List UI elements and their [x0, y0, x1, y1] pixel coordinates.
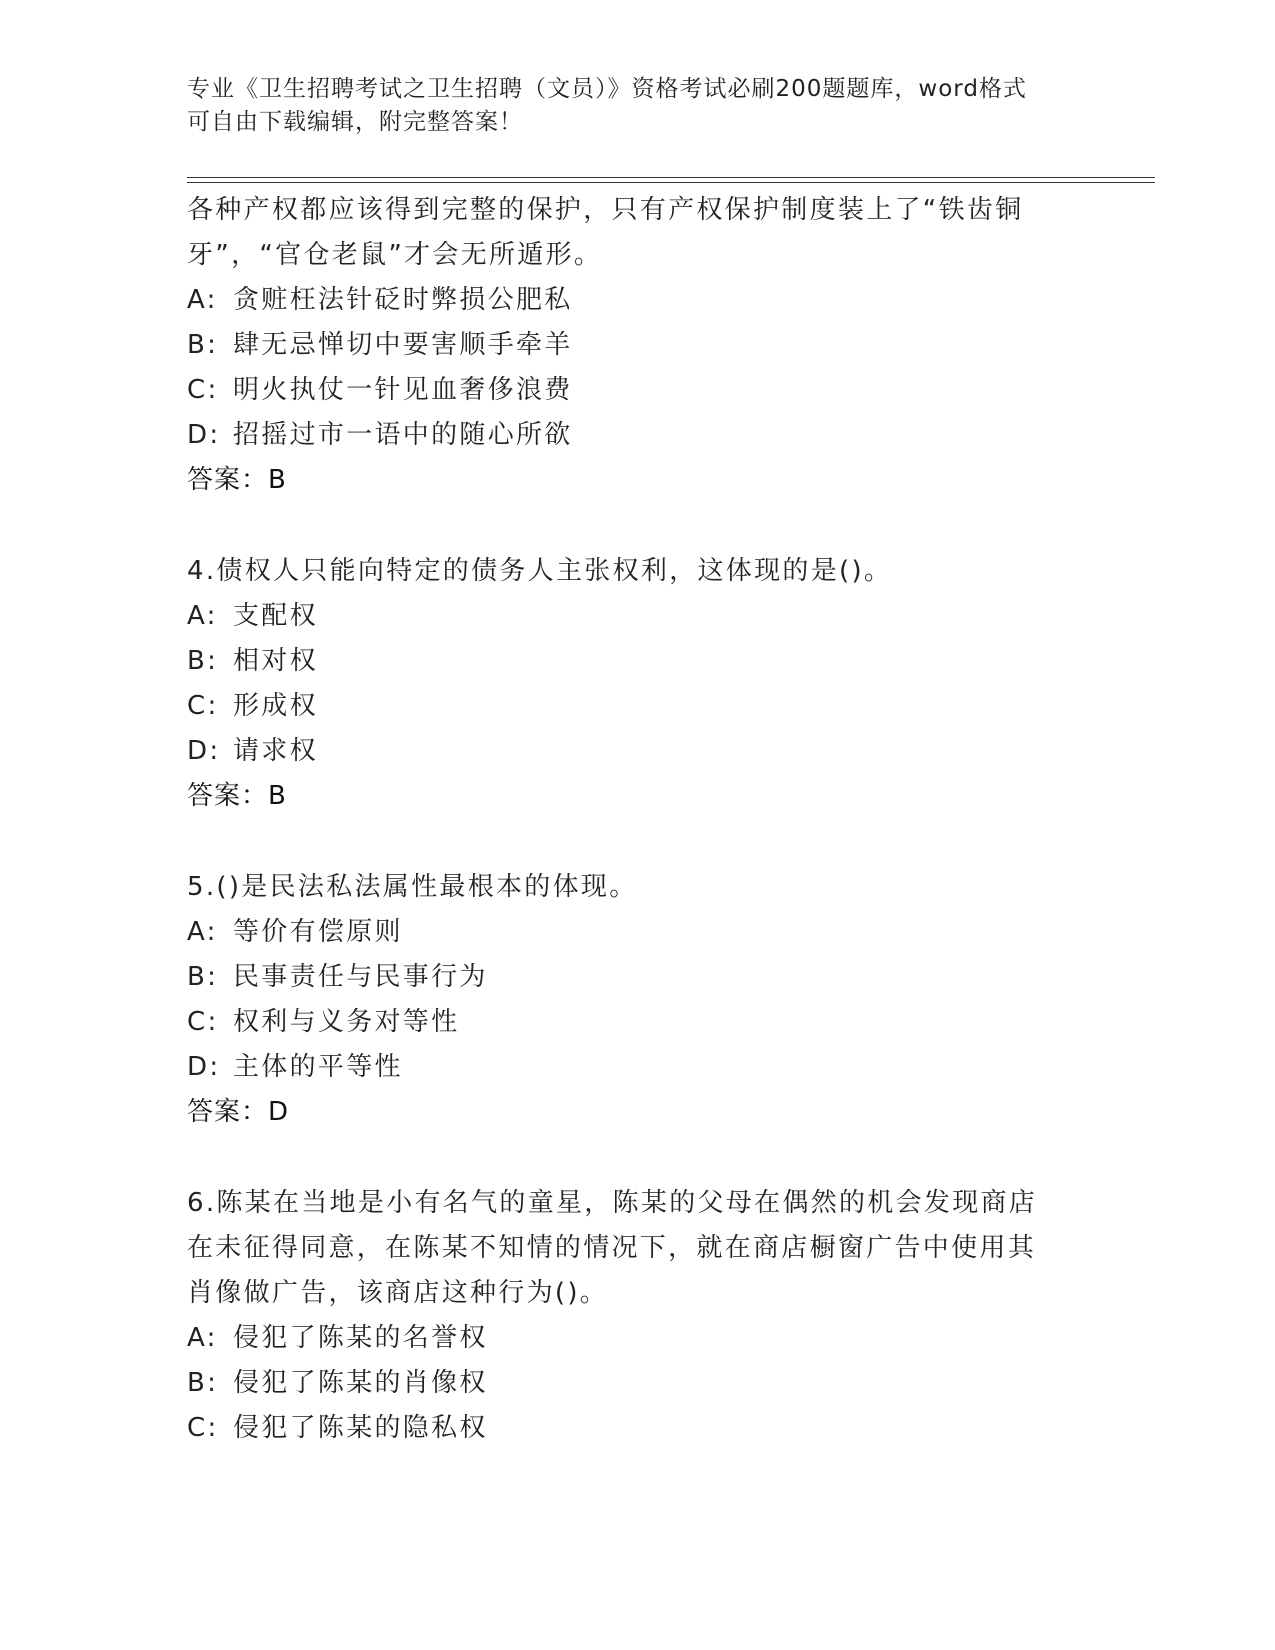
answer-line: 答案：B — [187, 465, 287, 495]
option-b — [187, 639, 1067, 684]
option-d — [187, 1045, 1067, 1090]
question-stem — [187, 1181, 1067, 1316]
option-letter: C: — [187, 1007, 219, 1037]
document-header — [187, 73, 1067, 139]
option-b — [187, 1361, 1067, 1406]
option-text: 侵犯了陈某的隐私权 — [233, 1413, 488, 1443]
option-text: 贪赃枉法针砭时弊损公肥私 — [233, 285, 573, 315]
question-6 — [187, 1181, 1067, 1451]
option-b — [187, 955, 1067, 1000]
option-a — [187, 278, 1067, 323]
option-text: 请求权 — [233, 736, 318, 766]
option-letter: B: — [187, 1368, 219, 1398]
option-letter: A: — [187, 1323, 218, 1353]
option-a — [187, 594, 1067, 639]
option-d — [187, 729, 1067, 774]
option-text: 民事责任与民事行为 — [233, 962, 488, 992]
option-text: 支配权 — [233, 601, 318, 631]
question-list — [187, 188, 1067, 1451]
option-letter: C: — [187, 375, 219, 405]
option-letter: A: — [187, 917, 218, 947]
option-text: 等价有偿原则 — [233, 917, 403, 947]
question-stem-line: 肖像做广告，该商店这种行为()。 — [187, 1278, 609, 1308]
option-a — [187, 910, 1067, 955]
question-stem-line: 在未征得同意，在陈某不知情的情况下，就在商店橱窗广告中使用其 — [187, 1233, 1037, 1263]
option-letter: B: — [187, 646, 219, 676]
question-stem-line: 各种产权都应该得到完整的保护，只有产权保护制度装上了“铁齿铜 — [187, 195, 1024, 225]
option-text: 权利与义务对等性 — [233, 1007, 460, 1037]
header-divider-bottom — [187, 182, 1155, 183]
answer-line: 答案：B — [187, 781, 287, 811]
header-divider-top — [187, 177, 1155, 178]
option-text: 招摇过市一语中的随心所欲 — [233, 420, 573, 450]
option-letter: A: — [187, 285, 218, 315]
question-4 — [187, 549, 1067, 819]
option-letter: D: — [187, 1052, 221, 1082]
option-letter: B: — [187, 962, 219, 992]
question-stem — [187, 188, 1067, 278]
option-text: 主体的平等性 — [233, 1052, 403, 1082]
option-letter: A: — [187, 601, 218, 631]
question-stem: 4.债权人只能向特定的债务人主张权利，这体现的是()。 — [187, 556, 893, 586]
header-line-2: 可自由下载编辑，附完整答案！ — [187, 109, 523, 135]
option-a — [187, 1316, 1067, 1361]
header-line-1: 专业《卫生招聘考试之卫生招聘（文员）》资格考试必刷200题题库，word格式 — [187, 76, 1027, 102]
option-d — [187, 413, 1067, 458]
question-3 — [187, 188, 1067, 503]
option-letter: D: — [187, 420, 221, 450]
option-text: 肆无忌惮切中要害顺手牵羊 — [233, 330, 573, 360]
option-letter: C: — [187, 1413, 219, 1443]
option-c — [187, 1000, 1067, 1045]
option-text: 相对权 — [233, 646, 318, 676]
question-stem-line: 6.陈某在当地是小有名气的童星，陈某的父母在偶然的机会发现商店 — [187, 1188, 1038, 1218]
option-text: 明火执仗一针见血奢侈浪费 — [233, 375, 573, 405]
option-letter: B: — [187, 330, 219, 360]
option-c — [187, 1406, 1067, 1451]
option-text: 侵犯了陈某的肖像权 — [233, 1368, 488, 1398]
option-text: 形成权 — [233, 691, 318, 721]
question-stem: 5.()是民法私法属性最根本的体现。 — [187, 872, 638, 902]
option-letter: C: — [187, 691, 219, 721]
option-b — [187, 323, 1067, 368]
option-c — [187, 368, 1067, 413]
answer-line: 答案：D — [187, 1097, 290, 1127]
option-c — [187, 684, 1067, 729]
question-stem-line: 牙”，“官仓老鼠”才会无所遁形。 — [187, 240, 603, 270]
option-letter: D: — [187, 736, 221, 766]
option-text: 侵犯了陈某的名誉权 — [233, 1323, 488, 1353]
question-5 — [187, 865, 1067, 1135]
